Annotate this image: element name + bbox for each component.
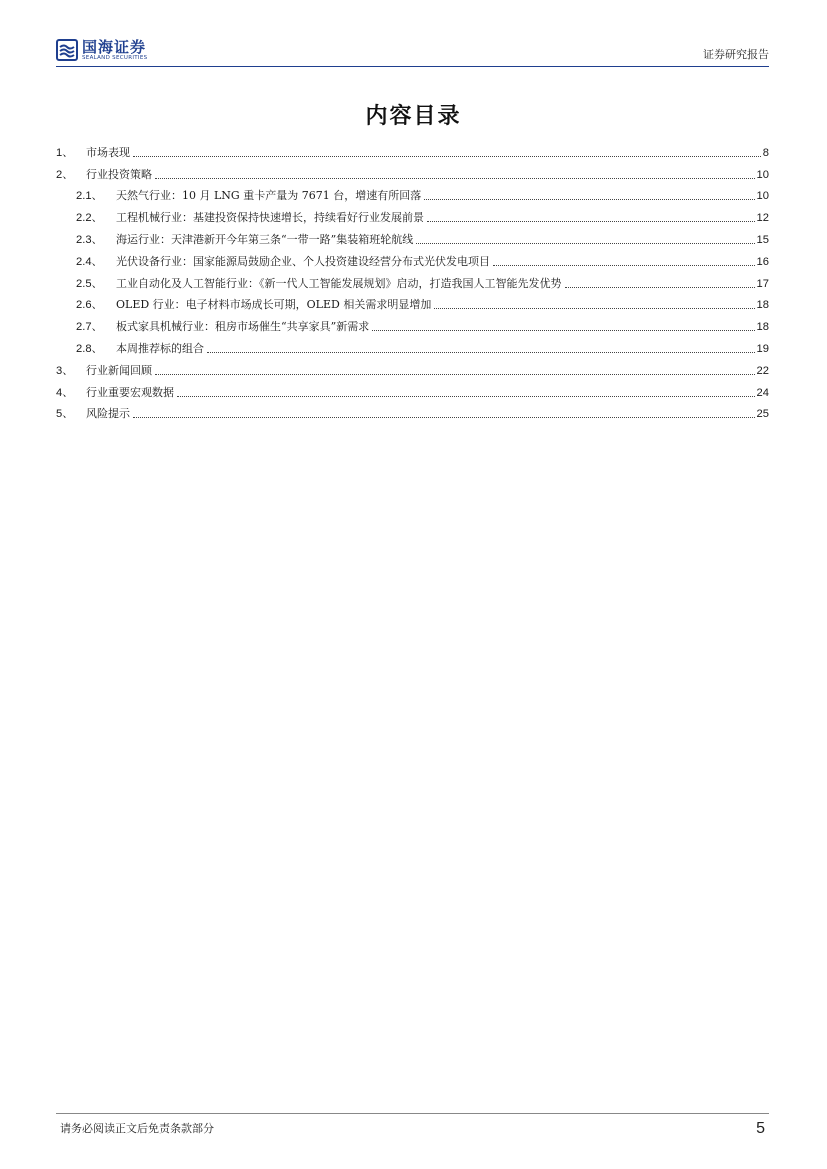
toc-entry[interactable] (56, 334, 769, 356)
toc-entry-page: 10 (756, 190, 769, 203)
toc-dot-leader (427, 220, 755, 222)
toc-entry-title: 本周推荐标的组合 (116, 341, 204, 355)
toc-entry-number: 2.8、 (76, 342, 103, 355)
toc-entry-title: 市场表现 (86, 145, 130, 159)
toc-dot-leader (133, 155, 761, 157)
toc-entry-title: OLED 行业：电子材料市场成长可期，OLED 相关需求明显增加 (116, 298, 432, 312)
toc-entry-title: 行业新闻回顾 (86, 363, 152, 377)
sealand-logo-icon (56, 39, 78, 61)
toc-dot-leader (493, 264, 755, 266)
toc-entry-number: 2.6、 (76, 299, 103, 312)
toc-entry-title: 工业自动化及人工智能行业：《新一代人工智能发展规划》启动，打造我国人工智能先发优势 (116, 276, 562, 290)
logo-chinese-name: 国海证券 (82, 37, 147, 56)
toc-entry[interactable] (56, 203, 769, 225)
toc-entry-number: 5、 (56, 408, 74, 421)
toc-dot-leader (155, 373, 755, 375)
logo-english-name: SEALAND SECURITIES (82, 54, 148, 61)
toc-entry-title: 风险提示 (86, 407, 130, 421)
toc-entry[interactable] (56, 291, 769, 313)
footer-divider (56, 1113, 769, 1114)
toc-entry-page: 10 (756, 168, 769, 181)
toc-entry-number: 3、 (56, 364, 74, 377)
toc-entry-page: 17 (756, 277, 769, 290)
table-of-contents (56, 138, 769, 421)
toc-entry-title: 板式家具机械行业：租房市场催生“共享家具”新需求 (116, 320, 370, 334)
toc-entry-number: 2.1、 (76, 190, 103, 203)
toc-entry-page: 22 (756, 364, 769, 377)
toc-entry-page: 16 (756, 255, 769, 268)
toc-dot-leader (207, 351, 755, 353)
disclaimer-text: 请务必阅读正文后免责条款部分 (60, 1122, 214, 1135)
toc-entry-page: 15 (756, 233, 769, 246)
toc-entry-number: 1、 (56, 146, 74, 159)
toc-entry-page: 19 (756, 342, 769, 355)
toc-dot-leader (434, 307, 754, 309)
toc-entry-title: 行业投资策略 (86, 167, 152, 181)
toc-entry-number: 2.5、 (76, 277, 103, 290)
toc-entry[interactable] (56, 400, 769, 422)
logo-text (82, 39, 147, 62)
header-divider (56, 66, 769, 67)
toc-entry-page: 12 (756, 212, 769, 225)
toc-entry[interactable] (56, 182, 769, 204)
toc-entry-page: 18 (756, 299, 769, 312)
toc-entry-number: 2.2、 (76, 212, 103, 225)
toc-entry[interactable] (56, 138, 769, 160)
page-header (56, 36, 769, 64)
toc-entry-title: 海运行业：天津港新开今年第三条“一带一路”集装箱班轮航线 (116, 232, 414, 246)
report-type-label: 证券研究报告 (703, 48, 769, 61)
toc-entry-title: 工程机械行业：基建投资保持快速增长，持续看好行业发展前景 (116, 211, 424, 225)
toc-dot-leader (155, 177, 755, 179)
toc-dot-leader (177, 395, 755, 397)
toc-entry-title: 天然气行业：10 月 LNG 重卡产量为 7671 台，增速有所回落 (116, 189, 422, 203)
toc-entry-title: 光伏设备行业：国家能源局鼓励企业、个人投资建设经营分布式光伏发电项目 (116, 254, 490, 268)
toc-dot-leader (372, 329, 754, 331)
toc-dot-leader (424, 198, 754, 200)
page-number: 5 (756, 1120, 765, 1137)
toc-entry-page: 25 (756, 408, 769, 421)
toc-entry-number: 2.4、 (76, 255, 103, 268)
toc-entry-number: 2.3、 (76, 233, 103, 246)
toc-entry-number: 2.7、 (76, 321, 103, 334)
toc-entry-number: 4、 (56, 386, 74, 399)
toc-entry[interactable] (56, 356, 769, 378)
toc-entry-page: 18 (756, 321, 769, 334)
company-logo (56, 36, 147, 64)
toc-entry[interactable] (56, 312, 769, 334)
toc-entry-page: 24 (756, 386, 769, 399)
toc-entry[interactable] (56, 269, 769, 291)
toc-entry[interactable] (56, 225, 769, 247)
toc-entry-number: 2、 (56, 168, 74, 181)
toc-entry[interactable] (56, 247, 769, 269)
toc-entry-page: 8 (762, 146, 769, 159)
toc-entry[interactable] (56, 160, 769, 182)
toc-title: 内容目录 (365, 104, 462, 129)
toc-entry-title: 行业重要宏观数据 (86, 385, 174, 399)
toc-dot-leader (416, 242, 754, 244)
toc-dot-leader (565, 286, 755, 288)
toc-dot-leader (133, 416, 755, 418)
toc-entry[interactable] (56, 378, 769, 400)
